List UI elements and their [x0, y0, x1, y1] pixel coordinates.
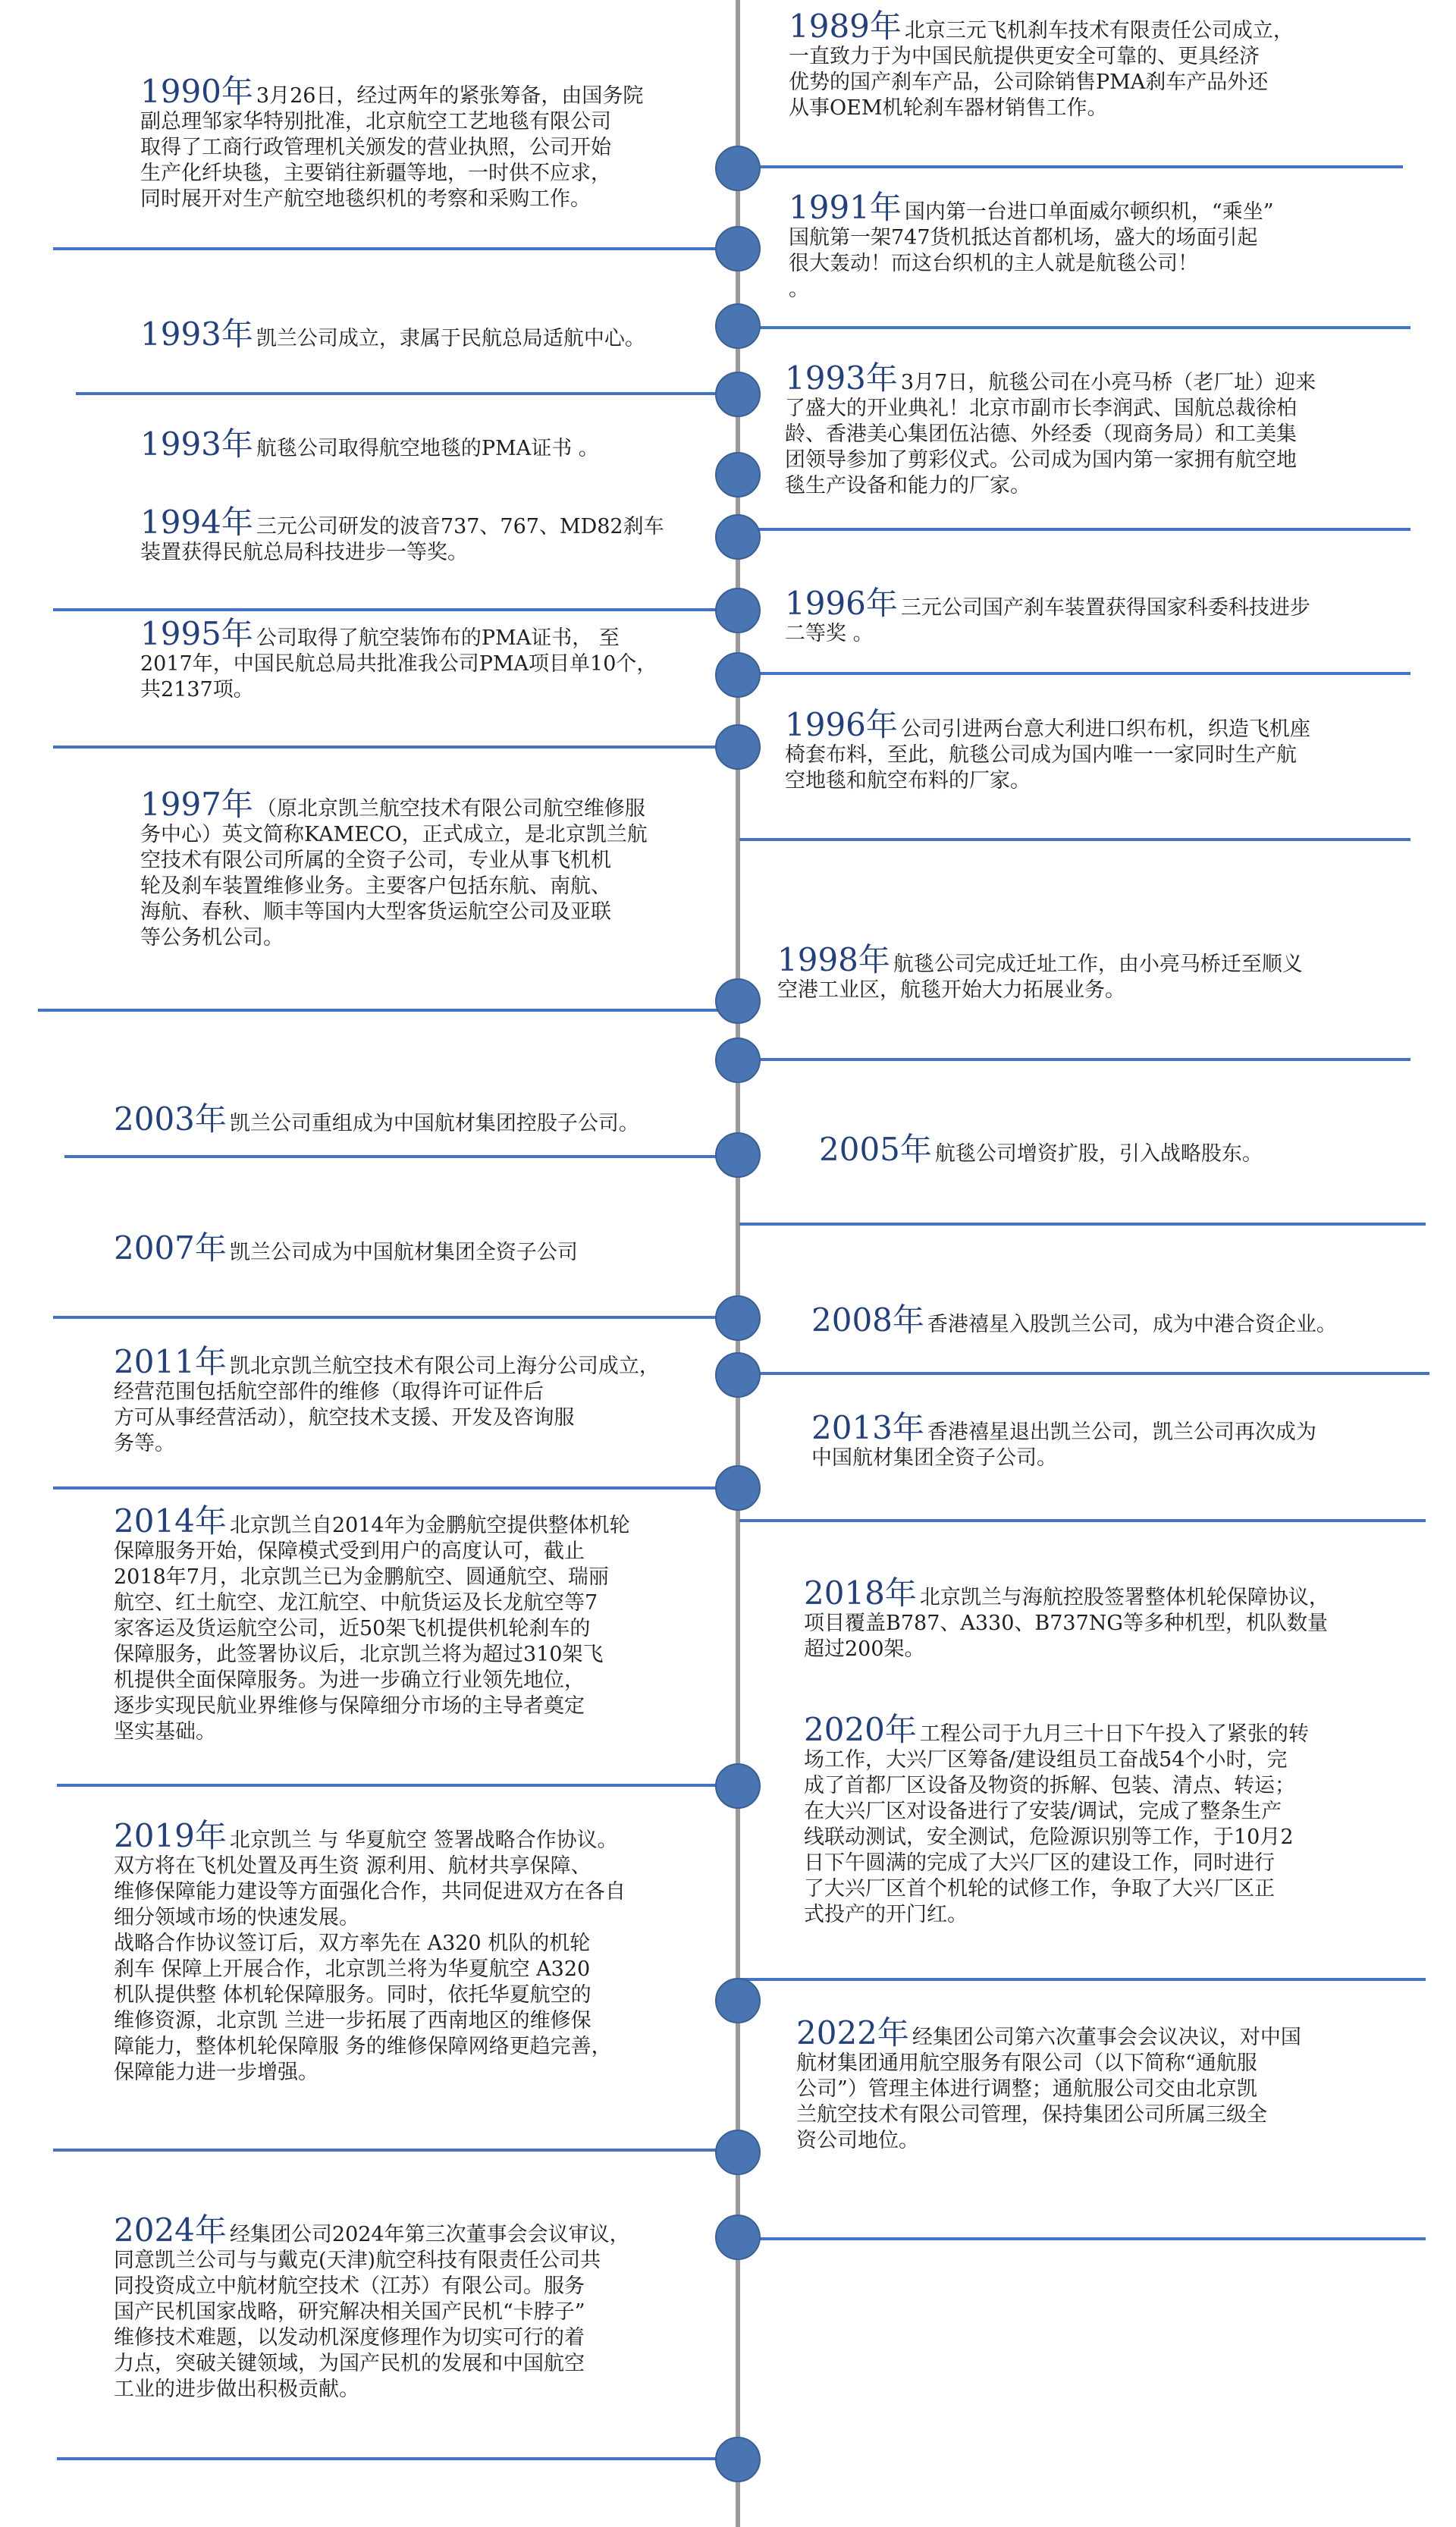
- event-text: 经集团公司第六次董事会会议决议，对中国 航材集团通用航空服务有限公司（以下简称“通航服 公司”）管理主体进行调整；通航服公司交由北京凯 兰航空技术有限公司管理，保持集团公司所属三级全 资公司地位。: [796, 2026, 1301, 2152]
- timeline-event: [804, 1574, 1426, 1662]
- timeline-event: [789, 8, 1410, 121]
- timeline-node: [715, 303, 761, 349]
- connector-line: [739, 165, 1403, 168]
- timeline-event: [114, 1502, 713, 1745]
- timeline-node: [715, 2437, 761, 2482]
- connector-line: [739, 1372, 1429, 1375]
- timeline-event: [811, 1301, 1426, 1339]
- connector-line: [739, 838, 1410, 841]
- connector-line: [38, 1009, 736, 1012]
- event-year: 1996年: [785, 585, 898, 622]
- timeline-node: [715, 1132, 761, 1178]
- event-year: 1994年: [140, 504, 253, 541]
- connector-line: [57, 2457, 736, 2460]
- event-year: 2007年: [114, 1229, 227, 1267]
- timeline-event: [114, 1817, 713, 2086]
- event-year: 1995年: [140, 615, 253, 652]
- event-year: 1998年: [777, 941, 890, 978]
- connector-line: [53, 608, 736, 611]
- timeline-node: [715, 1763, 761, 1809]
- timeline-event: [785, 585, 1414, 647]
- event-text: 凯兰公司重组成为中国航材集团控股子公司。: [229, 1112, 639, 1135]
- timeline-event: [114, 1343, 713, 1457]
- event-year: 2008年: [811, 1301, 924, 1339]
- timeline-node: [715, 1978, 761, 2023]
- event-text: 凯北京凯兰航空技术有限公司上海分公司成立， 经营范围包括航空部件的维修（取得许可证件后 方可从事经营活动），航空技术支援、开发及咨询服 务等。: [114, 1355, 660, 1455]
- timeline-event: [140, 615, 717, 703]
- timeline-event: [796, 2014, 1418, 2154]
- event-text: 香港禧星退出凯兰公司，凯兰公司再次成为 中国航材集团全资子公司。: [811, 1420, 1316, 1470]
- connector-line: [739, 2237, 1426, 2240]
- connector-line: [739, 672, 1410, 675]
- event-text: 三元公司研发的波音737、767、MD82刹车 装置获得民航总局科技进步一等奖。: [140, 515, 664, 564]
- event-year: 2020年: [804, 1711, 917, 1748]
- event-text: 公司引进两台意大利进口织布机，织造飞机座 椅套布料，至此，航毯公司成为国内唯一一家同时生产航 空地毯和航空布料的厂家。: [785, 717, 1310, 793]
- event-year: 2003年: [114, 1100, 227, 1138]
- connector-line: [64, 1155, 736, 1158]
- event-text: 航毯公司完成迁址工作，由小亮马桥迁至顺义 空港工业区，航毯开始大力拓展业务。: [777, 953, 1303, 1002]
- timeline-event: [140, 315, 717, 353]
- connector-line: [76, 392, 736, 395]
- timeline-event: [819, 1131, 1410, 1168]
- event-year: 2019年: [114, 1817, 227, 1854]
- event-text: 北京凯兰自2014年为金鹏航空提供整体机轮 保障服务开始，保障模式受到用户的高度认可，截止 2018年7月，北京凯兰已为金鹏航空、圆通航空、瑞丽 航空、红土航空、龙江航空、中航货运及长龙航空等7 家客运及货运航空公司，近50架飞机提供机轮刹车的 保障服务，此签署协议后，北京凯兰将为超过310架飞 机提供全面保障服务。为进一步确立行业领先地位， 逐步实现民航业界维修与保障细分市场的主导者奠定 坚实基础。: [114, 1514, 630, 1744]
- timeline-event: [140, 73, 717, 212]
- timeline-node: [715, 2215, 761, 2260]
- event-text: 3月7日，航毯公司在小亮马桥（老厂址）迎来 了盛大的开业典礼！北京市副市长李润武、国航总裁徐柏 龄、香港美心集团伍沾德、外经委（现商务局）和工美集 团领导参加了剪彩仪式。公司成为国内第一家拥有航空地 毯生产设备和能力的厂家。: [785, 371, 1316, 498]
- event-text: 凯兰公司成为中国航材集团全资子公司: [229, 1241, 578, 1264]
- timeline-node: [715, 514, 761, 560]
- event-text: 北京三元飞机刹车技术有限责任公司成立， 一直致力于为中国民航提供更安全可靠的、更具经济 优势的国产刹车产品，公司除销售PMA刹车产品外还 从事OEM机轮刹车器材销售工作。: [789, 19, 1294, 120]
- event-year: 2018年: [804, 1574, 917, 1612]
- timeline-event: [114, 1229, 713, 1267]
- connector-line: [739, 528, 1410, 531]
- event-year: 1996年: [785, 706, 898, 743]
- timeline-event: [785, 706, 1414, 794]
- timeline-event: [785, 359, 1414, 499]
- event-text: 航毯公司取得航空地毯的PMA证书 。: [256, 437, 599, 460]
- timeline-event: [140, 786, 717, 951]
- timeline-node: [715, 724, 761, 770]
- timeline-node: [715, 146, 761, 191]
- event-year: 1993年: [785, 359, 898, 397]
- timeline-event: [140, 425, 717, 463]
- connector-line: [739, 1519, 1426, 1522]
- event-text: 工程公司于九月三十日下午投入了紧张的转 场工作，大兴厂区筹备/建设组员工奋战54个小时，完 成了首都厂区设备及物资的拆解、包装、清点、转运； 在大兴厂区对设备进行了安装/调试，完成了整条生产 线联动测试，安全测试，危险源识别等工作，于10月2 日下午圆满的完成了大兴厂区的建设工作，同时进行 了大兴厂区首个机轮的试修工作，争取了大兴厂区正 式投产的开门红。: [804, 1722, 1309, 1926]
- connector-line: [739, 1223, 1426, 1226]
- timeline-event: [804, 1711, 1426, 1928]
- event-year: 1993年: [140, 425, 253, 463]
- event-text: 经集团公司2024年第三次董事会会议审议， 同意凯兰公司与与戴克(天津)航空科技有限责任公司共 同投资成立中航材航空技术（江苏）有限公司。服务 国产民机国家战略，研究解决相关国产民机“卡脖子” 维修技术难题，以发动机深度修理作为切实可行的着 力点，突破关键领域，为国产民机的发展和中国航空 工业的进步做出积极贡献。: [114, 2223, 630, 2401]
- timeline-event: [811, 1409, 1418, 1471]
- event-year: 2011年: [114, 1343, 227, 1380]
- timeline-event: [140, 504, 717, 566]
- timeline-node: [715, 1295, 761, 1341]
- event-text: 公司取得了航空装饰布的PMA证书， 至 2017年，中国民航总局共批准我公司PMA项目单10个， 共2137项。: [140, 626, 657, 702]
- timeline-node: [715, 226, 761, 272]
- event-text: 北京凯兰 与 华夏航空 签署战略合作协议。 双方将在飞机处置及再生资 源利用、航材共享保障、 维修保障能力建设等方面强化合作，共同促进双方在各自 细分领域市场的快速发展。 战略合作协议签订后，双方率先在 A320 机队的机轮 刹车 保障上开展合作，北京凯兰将为华夏航空 A320 机队提供整 体机轮保障服务。同时，依托华夏航空的 维修资源，北京凯 兰进一步拓展了西南地区的维修保 障能力，整体机轮保障服 务的维修保障网络更趋完善， 保障能力进一步增强。: [114, 1829, 626, 2084]
- event-year: 1990年: [140, 73, 253, 110]
- timeline-node: [715, 588, 761, 633]
- connector-line: [739, 1058, 1410, 1061]
- event-year: 2013年: [811, 1409, 924, 1446]
- connector-line: [53, 1486, 736, 1490]
- connector-line: [53, 1316, 736, 1319]
- event-text: 凯兰公司成立，隶属于民航总局适航中心。: [256, 327, 645, 350]
- event-year: 2005年: [819, 1131, 932, 1168]
- timeline-node: [715, 978, 761, 1024]
- event-text: 香港禧星入股凯兰公司，成为中港合资企业。: [927, 1313, 1337, 1336]
- event-text: 北京凯兰与海航控股签署整体机轮保障协议， 项目覆盖B787、A330、B737NG等多种机型，机队数量 超过200架。: [804, 1586, 1329, 1661]
- timeline-node: [715, 372, 761, 417]
- event-text: 3月26日，经过两年的紧张筹备，由国务院 副总理邹家华特别批准，北京航空工艺地毯有限公司 取得了工商行政管理机关颁发的营业执照，公司开始 生产化纤块毯，主要销往新疆等地，一时供不应求， 同时展开对生产航空地毯织机的考察和采购工作。: [140, 84, 644, 211]
- event-year: 1991年: [789, 189, 902, 226]
- connector-line: [53, 247, 736, 250]
- timeline-event: [777, 941, 1414, 1003]
- event-year: 1993年: [140, 315, 253, 353]
- event-text: 三元公司国产刹车装置获得国家科委科技进步 二等奖 。: [785, 596, 1310, 645]
- timeline-event: [114, 2212, 713, 2403]
- timeline-node: [715, 1465, 761, 1511]
- event-year: 2022年: [796, 2014, 909, 2051]
- timeline-node: [715, 452, 761, 498]
- timeline-node: [715, 1352, 761, 1398]
- event-text: 航毯公司增资扩股，引入战略股东。: [934, 1142, 1263, 1166]
- event-year: 2024年: [114, 2212, 227, 2249]
- timeline-node: [715, 2130, 761, 2175]
- event-year: 1989年: [789, 8, 902, 45]
- event-text: 国内第一台进口单面威尔顿织机，“乘坐” 国航第一架747货机抵达首都机场，盛大的场面引起 很大轰动！而这台织机的主人就是航毯公司！ 。: [789, 200, 1274, 301]
- event-text: （原北京凯兰航空技术有限公司航空维修服 务中心）英文简称KAMECO，正式成立，是北京凯兰航 空技术有限公司所属的全资子公司，专业从事飞机机 轮及刹车装置维修业务。主要客户包括东航、南航、 海航、春秋、顺丰等国内大型客货运航空公司及亚联 等公务机公司。: [140, 797, 648, 950]
- event-year: 1997年: [140, 786, 253, 823]
- timeline-node: [715, 652, 761, 698]
- connector-line: [53, 746, 736, 749]
- timeline-event: [114, 1100, 713, 1138]
- connector-line: [53, 2149, 736, 2152]
- timeline-node: [715, 1037, 761, 1083]
- event-year: 2014年: [114, 1502, 227, 1540]
- connector-line: [739, 326, 1410, 329]
- connector-line: [57, 1784, 736, 1787]
- timeline-event: [789, 189, 1410, 303]
- connector-line: [739, 1978, 1426, 1981]
